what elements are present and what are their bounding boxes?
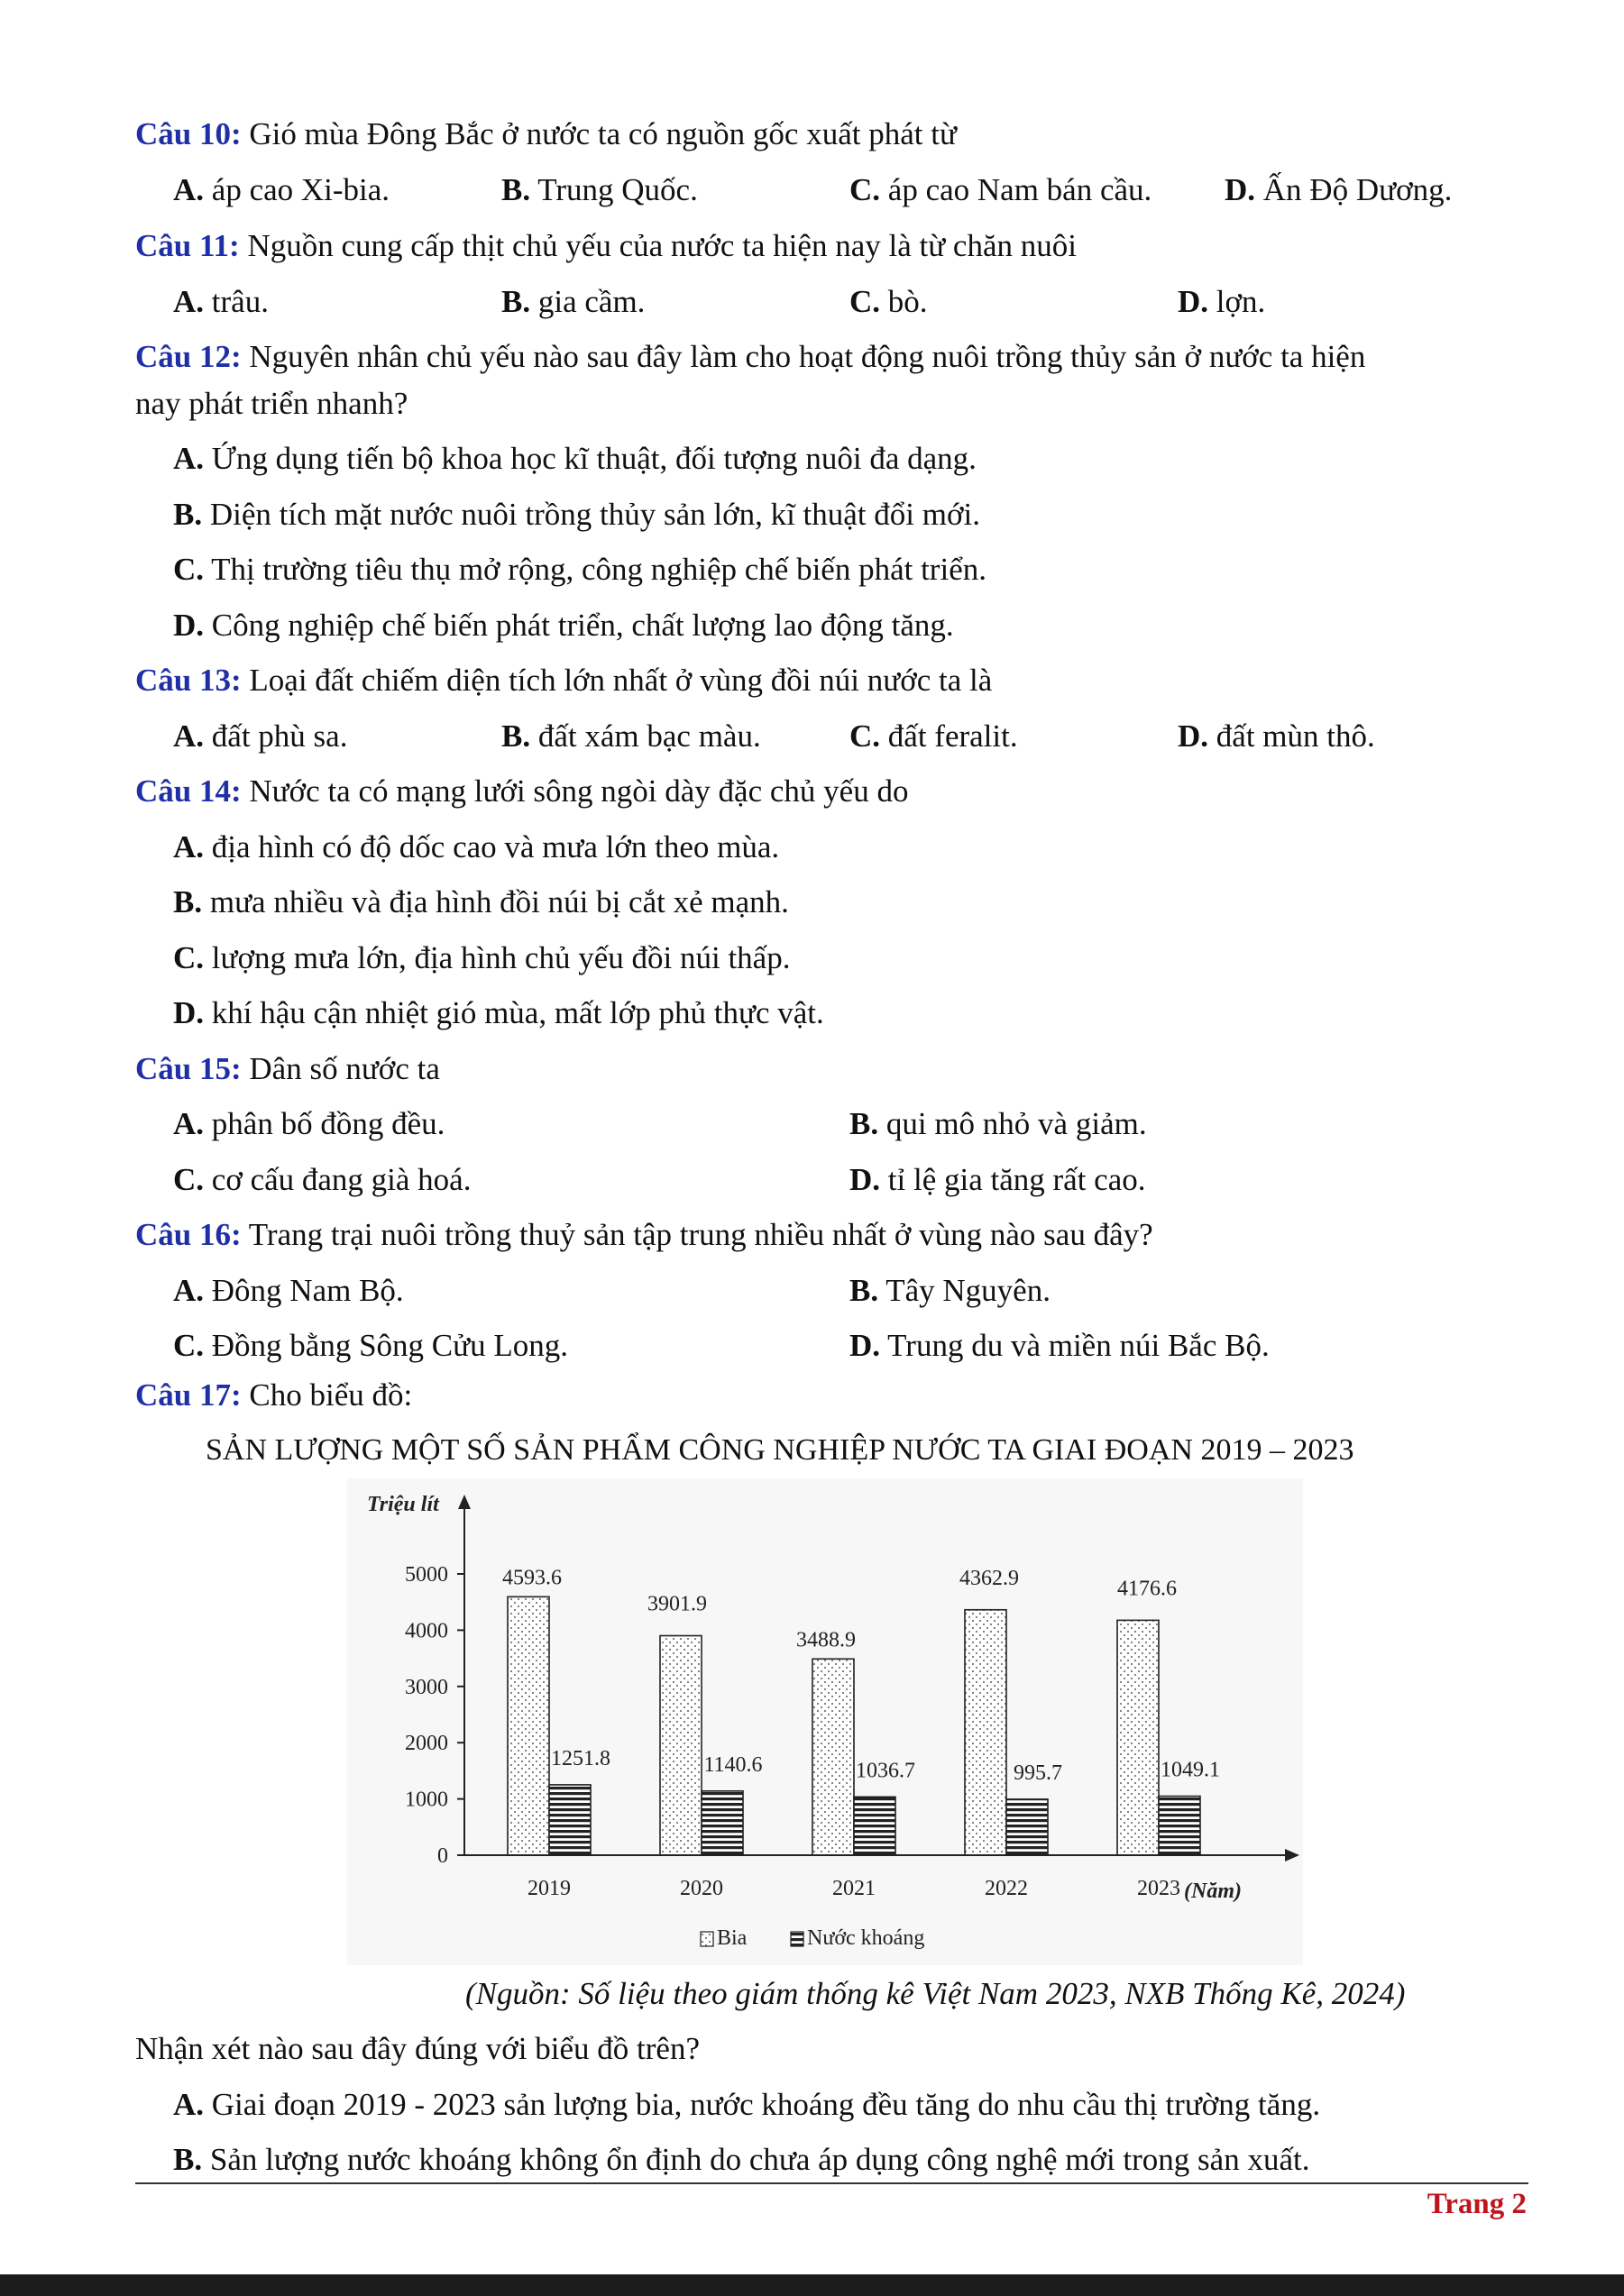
option-c[interactable]: C. đất feralit. (849, 718, 1018, 754)
y-tick-label: 2000 (405, 1732, 448, 1756)
y-tick-label: 3000 (405, 1675, 448, 1699)
y-tick-label: 4000 (405, 1619, 448, 1643)
option-b[interactable]: B. Sản lượng nước khoáng không ổn định do chưa áp dụng công nghệ mới trong sản xuất. (173, 2142, 1310, 2177)
question-label: Câu 16: (135, 1217, 242, 1252)
question-label: Câu 14: (135, 773, 242, 809)
legend-label-bia: Bia (717, 1926, 748, 1950)
option-b[interactable]: B. qui mô nhỏ và giảm. (849, 1106, 1147, 1141)
page-number: Trang 2 (1427, 2188, 1527, 2220)
question-10 (135, 115, 957, 153)
question-text: Nguồn cung cấp thịt chủ yếu của nước ta hiện nay là từ chăn nuôi (239, 228, 1077, 263)
data-label-bia: 4593.6 (502, 1566, 562, 1590)
legend-swatch-nuoc-khoang (791, 1932, 803, 1946)
option-a[interactable]: A. trâu. (173, 284, 269, 319)
legend-label-nuoc-khoang: Nước khoáng (807, 1926, 925, 1950)
question-text: Trang trại nuôi trồng thuỷ sản tập trung nhiều nhất ở vùng nào sau đây? (241, 1217, 1153, 1252)
question-label: Câu 15: (135, 1051, 242, 1086)
option-c[interactable]: C. Đồng bằng Sông Cửu Long. (173, 1328, 569, 1363)
data-label-nuoc-khoang: 1251.8 (551, 1746, 610, 1770)
data-label-bia: 3901.9 (647, 1592, 707, 1616)
bar-bia (1117, 1620, 1159, 1855)
bar-nuoc-khoang (702, 1791, 743, 1855)
option-c[interactable]: C. bò. (849, 284, 928, 319)
data-label-bia: 3488.9 (796, 1628, 856, 1652)
question-14 (135, 773, 908, 810)
question-text: Nguyên nhân chủ yếu nào sau đây làm cho hoạt động nuôi trồng thủy sản ở nước ta hiện (241, 339, 1366, 374)
question-label: Câu 13: (135, 663, 242, 698)
x-tick-label: 2023 (1137, 1877, 1180, 1900)
data-label-nuoc-khoang: 1049.1 (1161, 1758, 1220, 1782)
bar-nuoc-khoang (1006, 1799, 1048, 1855)
bottom-bar (0, 2274, 1624, 2296)
bar-nuoc-khoang (549, 1785, 591, 1855)
option-d[interactable]: D. tỉ lệ gia tăng rất cao. (849, 1162, 1146, 1197)
option-d[interactable]: D. Trung du và miền núi Bắc Bộ. (849, 1328, 1270, 1363)
y-axis-label: Triệu lít (367, 1493, 439, 1516)
question-16 (135, 1216, 1153, 1254)
question-text: Cho biểu đồ: (241, 1377, 413, 1413)
question-11 (135, 227, 1077, 265)
option-b[interactable]: B. đất xám bạc màu. (501, 718, 761, 754)
bar-nuoc-khoang (854, 1797, 895, 1855)
y-tick-label: 1000 (405, 1788, 448, 1812)
data-label-nuoc-khoang: 1036.7 (856, 1759, 915, 1783)
option-c[interactable]: C. Thị trường tiêu thụ mở rộng, công nghiệp chế biến phát triển. (173, 552, 986, 587)
x-axis-label: (Năm) (1184, 1880, 1242, 1903)
data-label-bia: 4362.9 (959, 1566, 1019, 1590)
chart-legend (701, 1926, 924, 1950)
option-b[interactable]: B. Trung Quốc. (501, 172, 698, 207)
option-b[interactable]: B. Diện tích mặt nước nuôi trồng thủy sản lớn, kĩ thuật đổi mới. (173, 497, 980, 532)
bar-bia (508, 1596, 549, 1855)
option-c[interactable]: C. cơ cấu đang già hoá. (173, 1162, 472, 1197)
question-17-prompt: Nhận xét nào sau đây đúng với biểu đồ trên? (135, 2031, 700, 2066)
option-a[interactable]: A. địa hình có độ dốc cao và mưa lớn theo mùa. (173, 829, 780, 864)
x-tick-label: 2019 (528, 1877, 571, 1900)
data-label-nuoc-khoang: 995.7 (1014, 1761, 1062, 1785)
y-tick-label: 0 (437, 1844, 448, 1868)
legend-swatch-bia (701, 1932, 713, 1946)
question-text: Gió mùa Đông Bắc ở nước ta có nguồn gốc xuất phát từ (241, 116, 957, 151)
bar-chart (347, 1478, 1303, 1965)
option-a[interactable]: A. áp cao Xi-bia. (173, 172, 390, 207)
bar-bia (812, 1659, 854, 1855)
x-tick-label: 2021 (832, 1877, 876, 1900)
option-d[interactable]: D. lợn. (1178, 284, 1266, 319)
question-15 (135, 1050, 440, 1088)
option-a[interactable]: A. Đông Nam Bộ. (173, 1273, 404, 1308)
bar-nuoc-khoang (1159, 1797, 1200, 1855)
option-b[interactable]: B. gia cầm. (501, 284, 646, 319)
y-tick-label: 5000 (405, 1563, 448, 1587)
question-12 (135, 338, 1365, 376)
option-c[interactable]: C. lượng mưa lớn, địa hình chủ yếu đồi núi thấp. (173, 940, 791, 975)
question-text: Dân số nước ta (241, 1051, 440, 1086)
question-13 (135, 662, 992, 700)
option-a[interactable]: A. Giai đoạn 2019 - 2023 sản lượng bia, nước khoáng đều tăng do nhu cầu thị trường tăng. (173, 2087, 1321, 2122)
bar-bia (965, 1610, 1006, 1855)
bar-bia (660, 1636, 702, 1855)
question-text: Loại đất chiếm diện tích lớn nhất ở vùng đồi núi nước ta là (241, 663, 993, 698)
footer-rule (135, 2182, 1528, 2184)
option-a[interactable]: A. Ứng dụng tiến bộ khoa học kĩ thuật, đối tượng nuôi đa dạng. (173, 441, 977, 476)
option-d[interactable]: D. Ấn Độ Dương. (1225, 172, 1453, 207)
question-17 (135, 1377, 412, 1414)
option-d[interactable]: D. Công nghiệp chế biến phát triển, chất lượng lao động tăng. (173, 608, 954, 643)
question-label: Câu 12: (135, 339, 242, 374)
question-label: Câu 10: (135, 116, 242, 151)
question-label: Câu 11: (135, 228, 240, 263)
x-tick-label: 2022 (985, 1877, 1028, 1900)
option-a[interactable]: A. đất phù sa. (173, 718, 348, 754)
question-label: Câu 17: (135, 1377, 242, 1413)
option-b[interactable]: B. Tây Nguyên. (849, 1273, 1051, 1308)
x-tick-label: 2020 (680, 1877, 723, 1900)
data-label-nuoc-khoang: 1140.6 (703, 1752, 763, 1777)
data-label-bia: 4176.6 (1117, 1577, 1177, 1601)
option-a[interactable]: A. phân bố đồng đều. (173, 1106, 445, 1141)
option-d[interactable]: D. đất mùn thô. (1178, 718, 1375, 754)
option-b[interactable]: B. mưa nhiều và địa hình đồi núi bị cắt xẻ mạnh. (173, 884, 789, 919)
option-c[interactable]: C. áp cao Nam bán cầu. (849, 172, 1152, 207)
chart-source: (Nguồn: Số liệu theo giám thống kê Việt Nam 2023, NXB Thống Kê, 2024) (465, 1976, 1406, 2011)
option-d[interactable]: D. khí hậu cận nhiệt gió mùa, mất lớp phủ thực vật. (173, 995, 824, 1030)
question-12-continued: nay phát triển nhanh? (135, 386, 408, 421)
chart-title: SẢN LƯỢNG MỘT SỐ SẢN PHẨM CÔNG NGHIỆP NƯỚC TA GIAI ĐOẠN 2019 – 2023 (206, 1433, 1354, 1467)
question-text: Nước ta có mạng lưới sông ngòi dày đặc chủ yếu do (241, 773, 909, 809)
